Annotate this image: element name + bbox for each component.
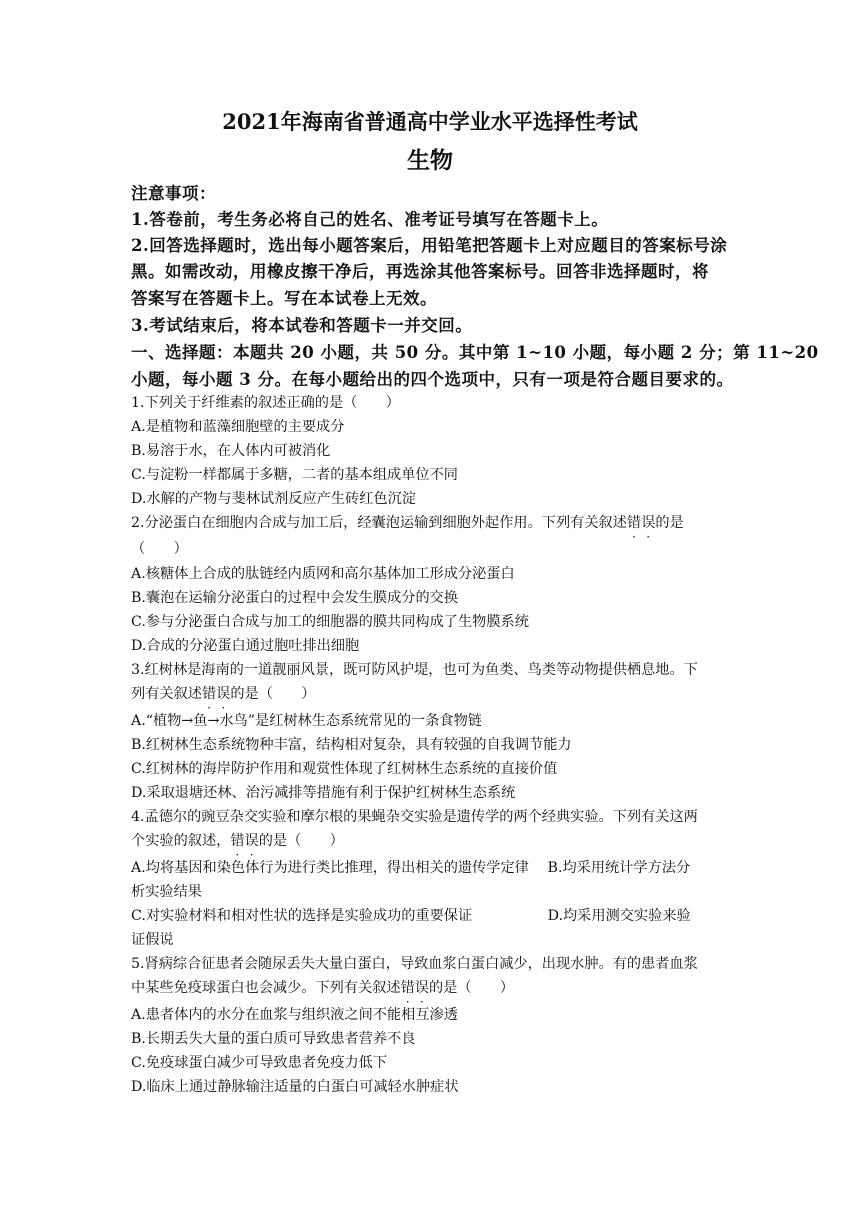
q5-stem-line-1: 5.肾病综合征患者会随尿丢失大量白蛋白，导致血浆白蛋白减少，出现水肿。有的患者血浆 <box>131 956 698 972</box>
q2-option-b: B.囊泡在运输分泌蛋白的过程中会发生膜成分的交换 <box>131 590 459 606</box>
q2-stem-line-2: （ ） <box>131 541 188 557</box>
notice-item-3: 3.考试结束后，将本试卷和答题卡一并交回。 <box>131 316 473 335</box>
q5-stem-pre: 中某些免疫球蛋白也会减少。下列有关叙述 <box>131 980 401 996</box>
q4-options-cd-line-1: C.对实验材料和相对性状的选择是实验成功的重要保证 D.均采用测交实验来验 <box>131 908 691 924</box>
notice-item-2-line-2: 黑。如需改动，用橡皮擦干净后，再选涂其他答案标号。回答非选择题时，将 <box>131 262 709 281</box>
q5-emphasis-2: 误 <box>414 980 429 996</box>
q4-options-ab-line-2: 析实验结果 <box>131 884 202 900</box>
notice-heading: 注意事项： <box>131 184 216 203</box>
q5-option-b: B.长期丢失大量的蛋白质可导致患者营养不良 <box>131 1031 416 1047</box>
q5-option-d: D.临床上通过静脉输注适量的白蛋白可减轻水肿症状 <box>131 1079 459 1095</box>
q2-option-a: A.核糖体上合成的肽链经内质网和高尔基体加工形成分泌蛋白 <box>131 566 515 582</box>
q3-option-d: D.采取退塘还林、治污减排等措施有利于保护红树林生态系统 <box>131 785 516 801</box>
q2-stem-post: 的是 <box>655 515 684 531</box>
q4-stem-post: 的是（ ） <box>258 833 344 849</box>
q5-emphasis-1: 错 <box>400 980 415 996</box>
q4-stem-pre: 个实验的叙述， <box>131 833 231 849</box>
q3-stem-line-1: 3.红树林是海南的一道靓丽风景，既可防风护堤，也可为鱼类、鸟类等动物提供栖息地。下 <box>131 662 698 678</box>
notice-item-1: 1.答卷前，考生务必将自己的姓名、准考证号填写在答题卡上。 <box>131 210 609 229</box>
q1-option-b: B.易溶于水，在人体内可被消化 <box>131 443 331 459</box>
q2-option-c: C.参与分泌蛋白合成与加工的细胞器的膜共同构成了生物膜系统 <box>131 614 529 630</box>
notice-item-2-line-1: 2.回答选择题时，选出每小题答案后，用铅笔把答题卡上对应题目的答案标号涂 <box>131 236 728 255</box>
q2-emphasis-1: 错 <box>626 515 642 531</box>
q3-stem-pre: 列有关叙述 <box>131 686 202 702</box>
q3-emphasis-1: 错 <box>201 686 217 702</box>
q3-stem-post: 的是（ ） <box>230 686 316 702</box>
exam-title: 2021年海南省普通高中学业水平选择性考试 <box>222 109 638 134</box>
q2-stem-pre: 2.分泌蛋白在细胞内合成与加工后，经囊泡运输到细胞外起作用。下列有关叙述 <box>131 515 627 531</box>
q1-option-a: A.是植物和蓝藻细胞壁的主要成分 <box>131 419 345 435</box>
q4-options-cd-line-2: 证假说 <box>131 932 174 948</box>
q1-option-d: D.水解的产物与斐林试剂反应产生砖红色沉淀 <box>131 491 416 507</box>
q4-options-ab-line-1: A.均将基因和染色体行为进行类比推理，得出相关的遗传学定律 B.均采用统计学方法分 <box>131 860 691 876</box>
q4-emphasis-1: 错 <box>230 833 245 849</box>
q1-option-c: C.与淀粉一样都属于多糖，二者的基本组成单位不同 <box>131 467 458 483</box>
q3-option-b: B.红树林生态系统物种丰富，结构相对复杂，具有较强的自我调节能力 <box>131 737 572 753</box>
q4-stem-line-2 <box>131 830 344 850</box>
q5-option-c: C.免疫球蛋白减少可导致患者免疫力低下 <box>131 1055 388 1071</box>
q3-emphasis-2: 误 <box>216 686 231 702</box>
q3-option-a: A.“植物→鱼→水鸟”是红树林生态系统常见的一条食物链 <box>131 713 482 729</box>
q5-stem-post: 的是（ ） <box>428 980 515 996</box>
q2-stem-line-1 <box>131 512 684 532</box>
q3-stem-line-2 <box>131 683 316 703</box>
q1-stem: 1.下列关于纤维素的叙述正确的是（ ） <box>131 395 400 411</box>
q5-option-a: A.患者体内的水分在血浆与组织液之间不能相互渗透 <box>131 1007 458 1023</box>
q3-option-c: C.红树林的海岸防护作用和观赏性体现了红树林生态系统的直接价值 <box>131 761 558 777</box>
section-heading-line-2: 小题，每小题 3 分。在每小题给出的四个选项中，只有一项是符合题目要求的。 <box>131 370 734 389</box>
section-heading-line-1: 一、选择题：本题共 20 小题，共 50 分。其中第 1~10 小题，每小题 2 分；第 11~20 <box>131 343 819 362</box>
q2-emphasis-2: 误 <box>641 515 656 531</box>
notice-item-2-line-3: 答案写在答题卡上。写在本试卷上无效。 <box>131 289 437 308</box>
q5-stem-line-2 <box>131 977 514 997</box>
q4-emphasis-2: 误 <box>244 833 259 849</box>
q2-option-d: D.合成的分泌蛋白通过胞吐排出细胞 <box>131 638 360 654</box>
q4-stem-line-1: 4.孟德尔的豌豆杂交实验和摩尔根的果蝇杂交实验是遗传学的两个经典实验。下列有关这两 <box>131 809 698 825</box>
exam-subject: 生物 <box>407 147 453 174</box>
